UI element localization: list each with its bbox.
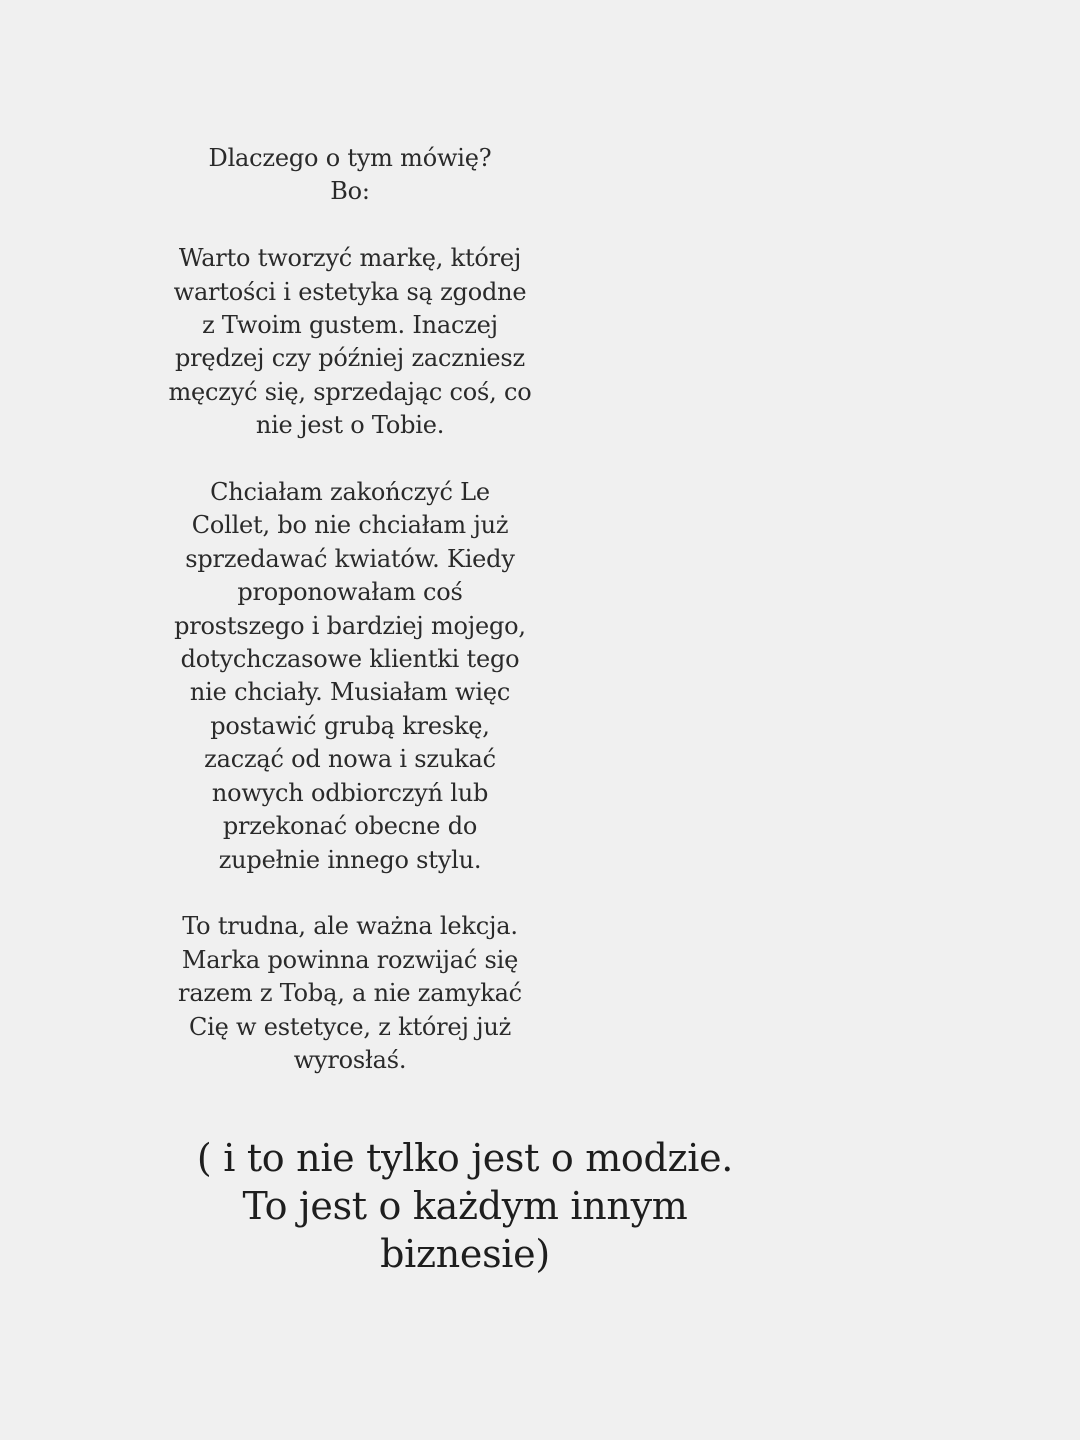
text-line: z Twoim gustem. Inaczej bbox=[202, 311, 498, 340]
text-line: Collet, bo nie chciałam już bbox=[191, 511, 509, 540]
text-line: Marka powinna rozwijać się bbox=[181, 945, 519, 974]
text-line: To trudna, ale ważna lekcja. bbox=[182, 912, 518, 941]
text-line: To jest o każdym innym bbox=[242, 1184, 688, 1228]
text-line: męczyć się, sprzedając coś, co bbox=[168, 377, 532, 406]
text-line: nie chciały. Musiałam więc bbox=[189, 678, 511, 707]
text-line: nowych odbiorczyń lub bbox=[211, 778, 489, 807]
paragraph-gap bbox=[150, 877, 550, 910]
paragraph-lesson bbox=[150, 910, 550, 1077]
closing-note bbox=[190, 1134, 740, 1278]
text-line: wyrosłaś. bbox=[293, 1045, 407, 1074]
text-line: przekonać obecne do bbox=[222, 812, 478, 841]
text-line: postawić grubą kreskę, bbox=[210, 711, 490, 740]
text-line: zacząć od nowa i szukać bbox=[204, 745, 496, 774]
text-line: wartości i estetyka są zgodne bbox=[173, 277, 527, 306]
text-line: Chciałam zakończyć Le bbox=[210, 478, 490, 507]
text-line: biznesie) bbox=[380, 1232, 550, 1276]
text-line: proponowałam coś bbox=[237, 578, 463, 607]
text-line: dotychczasowe klientki tego bbox=[180, 645, 520, 674]
paragraph-brand-values bbox=[150, 242, 550, 442]
intro-question bbox=[150, 142, 550, 209]
paragraph-le-collet-story bbox=[150, 476, 550, 877]
text-line: Cię w estetyce, z której już bbox=[188, 1012, 512, 1041]
text-line: Warto tworzyć markę, której bbox=[178, 244, 522, 273]
text-line: sprzedawać kwiatów. Kiedy bbox=[185, 544, 515, 573]
text-line: zupełnie innego stylu. bbox=[218, 845, 482, 874]
text-line: prędzej czy później zaczniesz bbox=[175, 344, 525, 373]
text-line: nie jest o Tobie. bbox=[255, 411, 445, 440]
main-text-block bbox=[150, 142, 550, 1077]
paragraph-gap bbox=[150, 209, 550, 242]
text-line: prostszego i bardziej mojego, bbox=[174, 611, 526, 640]
text-line: razem z Tobą, a nie zamykać bbox=[178, 979, 522, 1008]
text-line: Dlaczego o tym mówię? bbox=[208, 144, 492, 172]
text-line: ( i to nie tylko jest o modzie. bbox=[196, 1136, 734, 1180]
text-line: Bo: bbox=[330, 177, 370, 206]
paragraph-gap bbox=[150, 443, 550, 476]
